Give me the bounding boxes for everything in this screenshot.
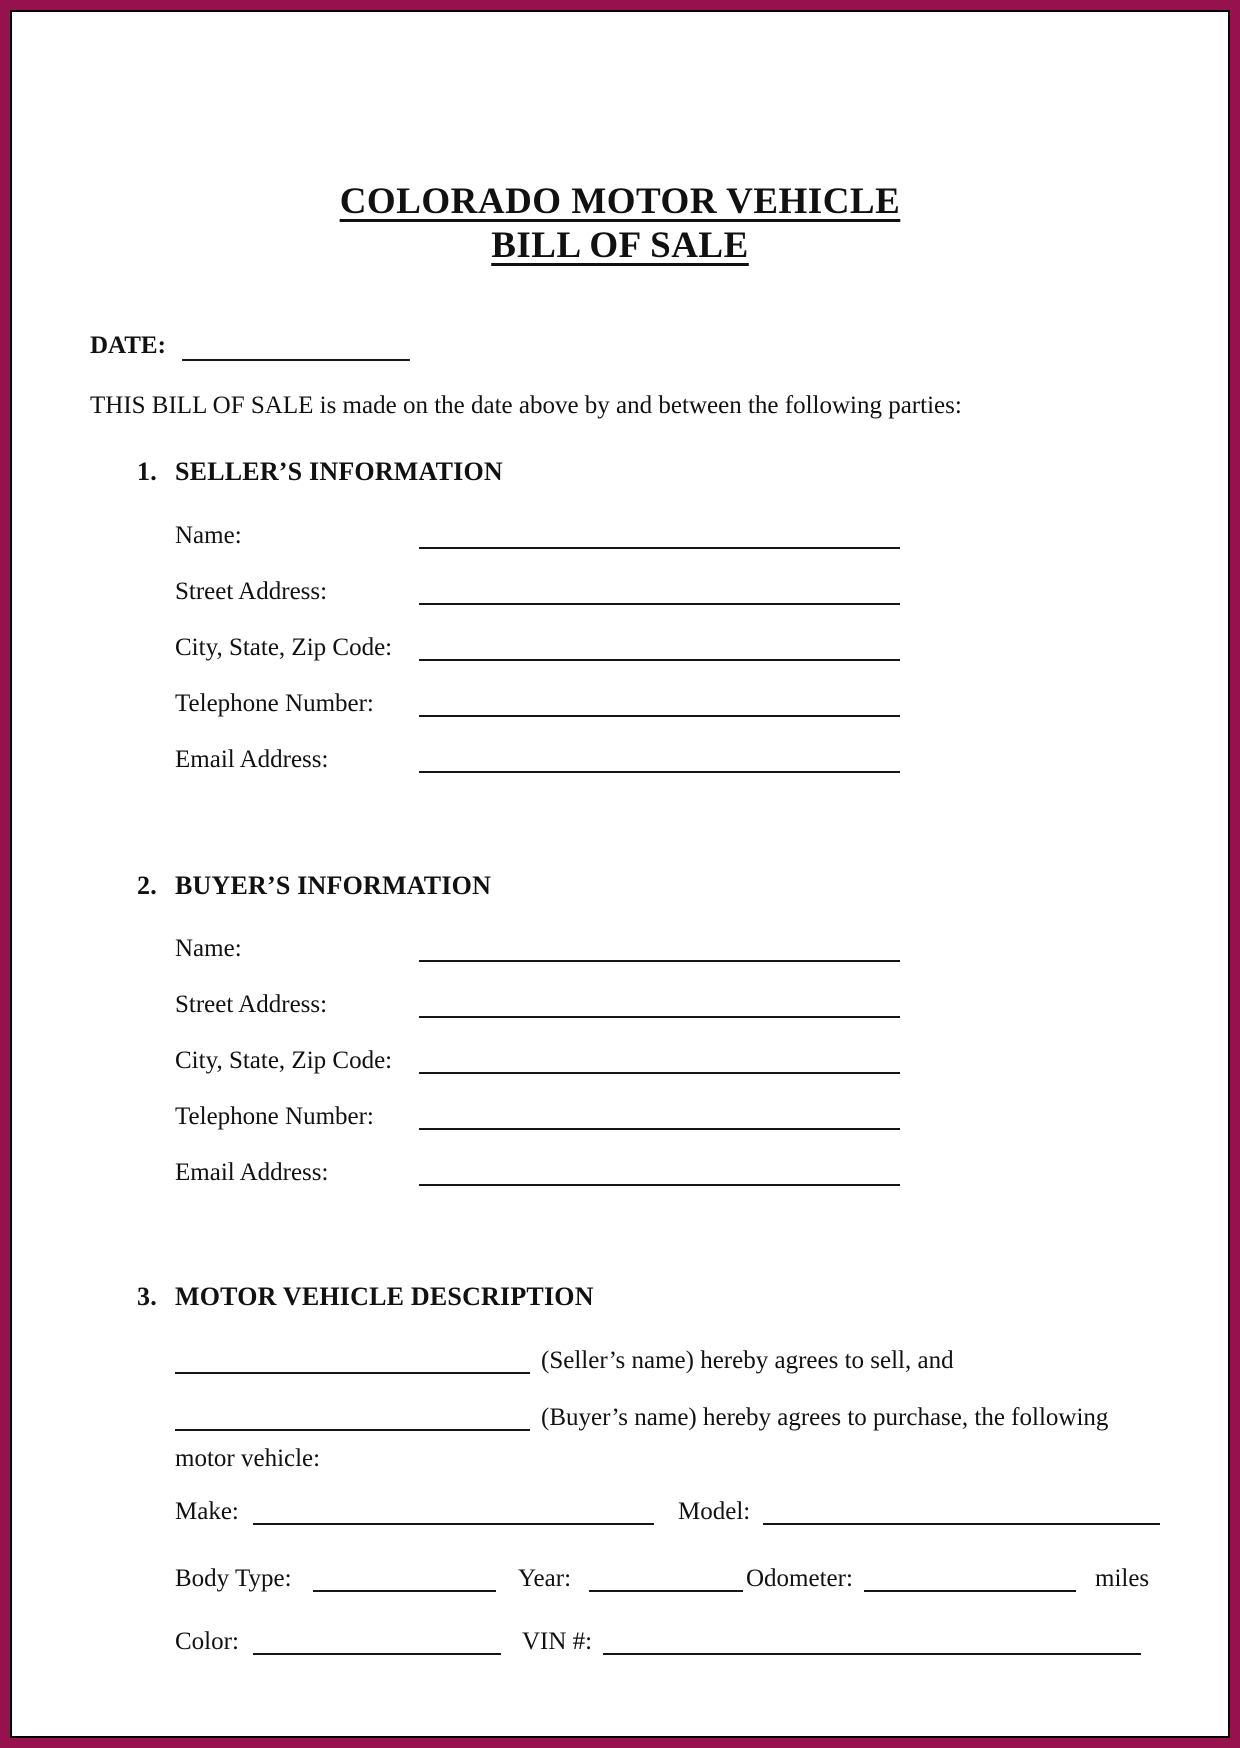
- seller-name-row: [12, 522, 1228, 562]
- buyer-email-line[interactable]: [419, 1184, 900, 1186]
- buyer-name-line[interactable]: [419, 960, 900, 962]
- vehicle-seller-name-line[interactable]: [175, 1372, 530, 1374]
- buyer-clause-row: [12, 1404, 1228, 1444]
- seller-name-label: Name:: [175, 522, 242, 549]
- seller-telephone-label: Telephone Number:: [175, 690, 374, 717]
- body-type-label: Body Type:: [175, 1565, 292, 1592]
- model-label: Model:: [678, 1498, 751, 1525]
- title-line-1: COLORADO MOTOR VEHICLE: [339, 181, 901, 222]
- vin-line[interactable]: [603, 1653, 1141, 1655]
- odometer-label: Odometer:: [746, 1565, 853, 1592]
- clause-continuation-row: [12, 1445, 1228, 1485]
- vehicle-section-heading-row: [12, 1283, 1228, 1323]
- make-label: Make:: [175, 1498, 239, 1525]
- color-line[interactable]: [253, 1653, 501, 1655]
- buyer-email-row: [12, 1159, 1228, 1199]
- buyer-section-heading: BUYER’S INFORMATION: [175, 871, 492, 900]
- seller-telephone-row: [12, 690, 1228, 730]
- seller-clause-text: (Seller’s name) hereby agrees to sell, and: [541, 1347, 954, 1374]
- date-row: [12, 332, 1228, 372]
- seller-city-row: [12, 634, 1228, 674]
- seller-email-row: [12, 746, 1228, 786]
- vehicle-section-number: 3.: [137, 1282, 157, 1311]
- model-line[interactable]: [763, 1523, 1160, 1525]
- buyer-email-label: Email Address:: [175, 1159, 329, 1186]
- buyer-telephone-label: Telephone Number:: [175, 1103, 374, 1130]
- date-input-line[interactable]: [182, 359, 410, 361]
- buyer-telephone-row: [12, 1103, 1228, 1143]
- seller-city-label: City, State, Zip Code:: [175, 634, 393, 661]
- buyer-name-row: [12, 935, 1228, 975]
- seller-telephone-line[interactable]: [419, 715, 900, 717]
- intro-row: [12, 392, 1228, 432]
- buyer-city-row: [12, 1047, 1228, 1087]
- seller-street-address-line[interactable]: [419, 603, 900, 605]
- seller-section-heading: SELLER’S INFORMATION: [175, 457, 503, 486]
- color-label: Color:: [175, 1628, 239, 1655]
- seller-email-line[interactable]: [419, 771, 900, 773]
- document-title: [12, 180, 1228, 268]
- buyer-name-label: Name:: [175, 935, 242, 962]
- vin-label: VIN #:: [522, 1628, 593, 1655]
- vehicle-buyer-name-line[interactable]: [175, 1429, 530, 1431]
- miles-suffix: miles: [1095, 1565, 1150, 1592]
- buyer-street-address-line[interactable]: [419, 1016, 900, 1018]
- odometer-line[interactable]: [864, 1590, 1076, 1592]
- seller-street-row: [12, 578, 1228, 618]
- buyer-street-row: [12, 991, 1228, 1031]
- vehicle-section-heading: MOTOR VEHICLE DESCRIPTION: [175, 1282, 594, 1311]
- buyer-telephone-line[interactable]: [419, 1128, 900, 1130]
- seller-name-line[interactable]: [419, 547, 900, 549]
- buyer-section-number: 2.: [137, 871, 157, 900]
- seller-section-heading-row: [12, 458, 1228, 498]
- title-line-2: BILL OF SALE: [491, 225, 749, 266]
- make-model-row: [12, 1498, 1228, 1538]
- intro-text: THIS BILL OF SALE is made on the date above by and between the following parties:: [90, 392, 962, 419]
- seller-city-state-zip-line[interactable]: [419, 659, 900, 661]
- seller-section-number: 1.: [137, 457, 157, 486]
- make-line[interactable]: [253, 1523, 654, 1525]
- year-label: Year:: [518, 1565, 572, 1592]
- buyer-city-label: City, State, Zip Code:: [175, 1047, 393, 1074]
- color-vin-row: [12, 1628, 1228, 1668]
- year-line[interactable]: [589, 1590, 743, 1592]
- buyer-section-heading-row: [12, 872, 1228, 912]
- buyer-street-label: Street Address:: [175, 991, 328, 1018]
- clause-continuation-text: motor vehicle:: [175, 1445, 321, 1472]
- seller-clause-row: [12, 1347, 1228, 1387]
- body-type-line[interactable]: [313, 1590, 496, 1592]
- buyer-city-state-zip-line[interactable]: [419, 1072, 900, 1074]
- body-year-odometer-row: [12, 1565, 1228, 1605]
- buyer-clause-text: (Buyer’s name) hereby agrees to purchase, the following: [541, 1404, 1109, 1431]
- seller-street-label: Street Address:: [175, 578, 328, 605]
- document-page: [10, 10, 1230, 1738]
- date-label: DATE:: [90, 332, 166, 359]
- seller-email-label: Email Address:: [175, 746, 329, 773]
